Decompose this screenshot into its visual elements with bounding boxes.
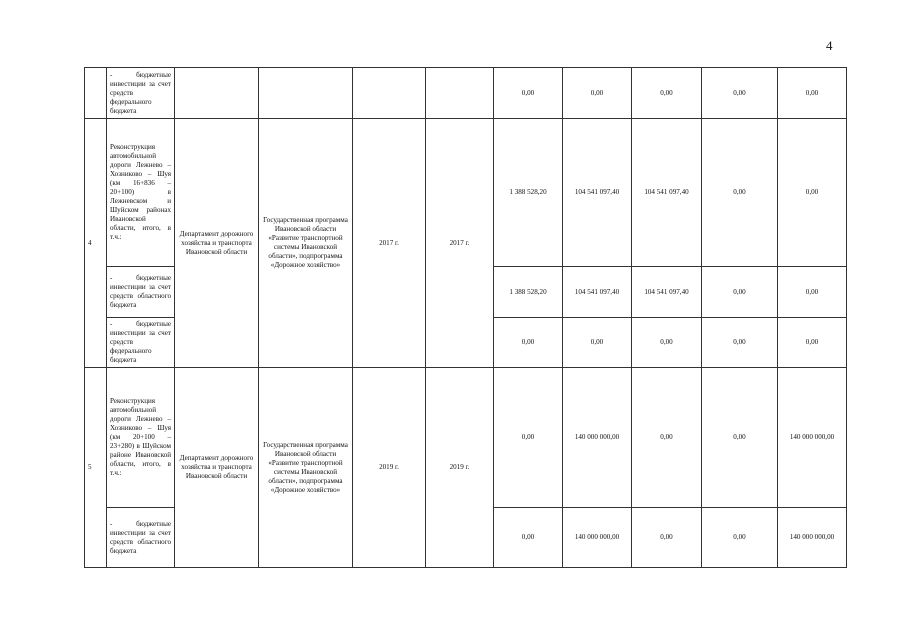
value-cell: 0,00 bbox=[702, 508, 778, 568]
table-row bbox=[85, 119, 847, 267]
row-number: 4 bbox=[85, 119, 107, 368]
value-cell: 0,00 bbox=[702, 119, 778, 267]
value-cell: 0,00 bbox=[702, 68, 778, 119]
value-cell: 1 388 528,20 bbox=[494, 267, 563, 318]
value-cell: 0,00 bbox=[632, 368, 702, 508]
value-cell: 0,00 bbox=[632, 318, 702, 368]
object-name: Реконструкция автомобильной дороги Лежнево – Хозниково – Шуя (км 16+836 – 20+100) в Лежневском и Шуйском районах Ивановской области, итого, в т.ч.: bbox=[107, 119, 175, 267]
program-name: Государственная программа Ивановской области «Развитие транспортной системы Ивановской области», подпрограмма «Дорожное хозяйство» bbox=[259, 368, 353, 568]
value-cell: 1 388 528,20 bbox=[494, 119, 563, 267]
value-cell: 104 541 097,40 bbox=[632, 267, 702, 318]
value-cell: 0,00 bbox=[702, 318, 778, 368]
value-cell: 140 000 000,00 bbox=[778, 368, 847, 508]
funding-source-label: - бюджетные инвестиции за счет средств областного бюджета bbox=[107, 267, 175, 318]
value-cell: 0,00 bbox=[778, 119, 847, 267]
value-cell: 104 541 097,40 bbox=[632, 119, 702, 267]
value-cell: 0,00 bbox=[494, 68, 563, 119]
value-cell: 0,00 bbox=[494, 368, 563, 508]
value-cell: 0,00 bbox=[778, 68, 847, 119]
object-name: Реконструкция автомобильной дороги Лежнево – Хозниково – Шуя (км 20+100 – 23+280) в Шуйском районе Ивановской области, итого, в т.ч.: bbox=[107, 368, 175, 508]
value-cell: 0,00 bbox=[778, 267, 847, 318]
value-cell: 140 000 000,00 bbox=[778, 508, 847, 568]
value-cell: 140 000 000,00 bbox=[563, 508, 632, 568]
department-name: Департамент дорожного хозяйства и транспорта Ивановской области bbox=[175, 119, 259, 368]
department-cell bbox=[175, 68, 259, 119]
table-row bbox=[85, 68, 847, 119]
end-year-cell bbox=[426, 68, 494, 119]
value-cell: 0,00 bbox=[778, 318, 847, 368]
value-cell: 0,00 bbox=[702, 368, 778, 508]
value-cell: 0,00 bbox=[563, 68, 632, 119]
value-cell: 0,00 bbox=[632, 508, 702, 568]
department-name: Департамент дорожного хозяйства и транспорта Ивановской области bbox=[175, 368, 259, 568]
start-year-cell bbox=[353, 68, 426, 119]
end-year: 2019 г. bbox=[426, 368, 494, 568]
funding-source-label: - бюджетные инвестиции за счет средств областного бюджета bbox=[107, 508, 175, 568]
value-cell: 0,00 bbox=[702, 267, 778, 318]
value-cell: 0,00 bbox=[632, 68, 702, 119]
value-cell: 0,00 bbox=[563, 318, 632, 368]
value-cell: 140 000 000,00 bbox=[563, 368, 632, 508]
value-cell: 0,00 bbox=[494, 508, 563, 568]
row-number: 5 bbox=[85, 368, 107, 568]
funding-source-label: - бюджетные инвестиции за счет средств федерального бюджета bbox=[107, 68, 175, 119]
end-year: 2017 г. bbox=[426, 119, 494, 368]
value-cell: 0,00 bbox=[494, 318, 563, 368]
budget-table bbox=[84, 67, 847, 568]
start-year: 2017 г. bbox=[353, 119, 426, 368]
page-number: 4 bbox=[826, 38, 833, 53]
funding-source-label: - бюджетные инвестиции за счет средств федерального бюджета bbox=[107, 318, 175, 368]
program-name: Государственная программа Ивановской области «Развитие транспортной системы Ивановской области», подпрограмма «Дорожное хозяйство» bbox=[259, 119, 353, 368]
table-row bbox=[85, 368, 847, 508]
value-cell: 104 541 097,40 bbox=[563, 267, 632, 318]
value-cell: 104 541 097,40 bbox=[563, 119, 632, 267]
program-cell bbox=[259, 68, 353, 119]
start-year: 2019 г. bbox=[353, 368, 426, 568]
row-number-cell bbox=[85, 68, 107, 119]
